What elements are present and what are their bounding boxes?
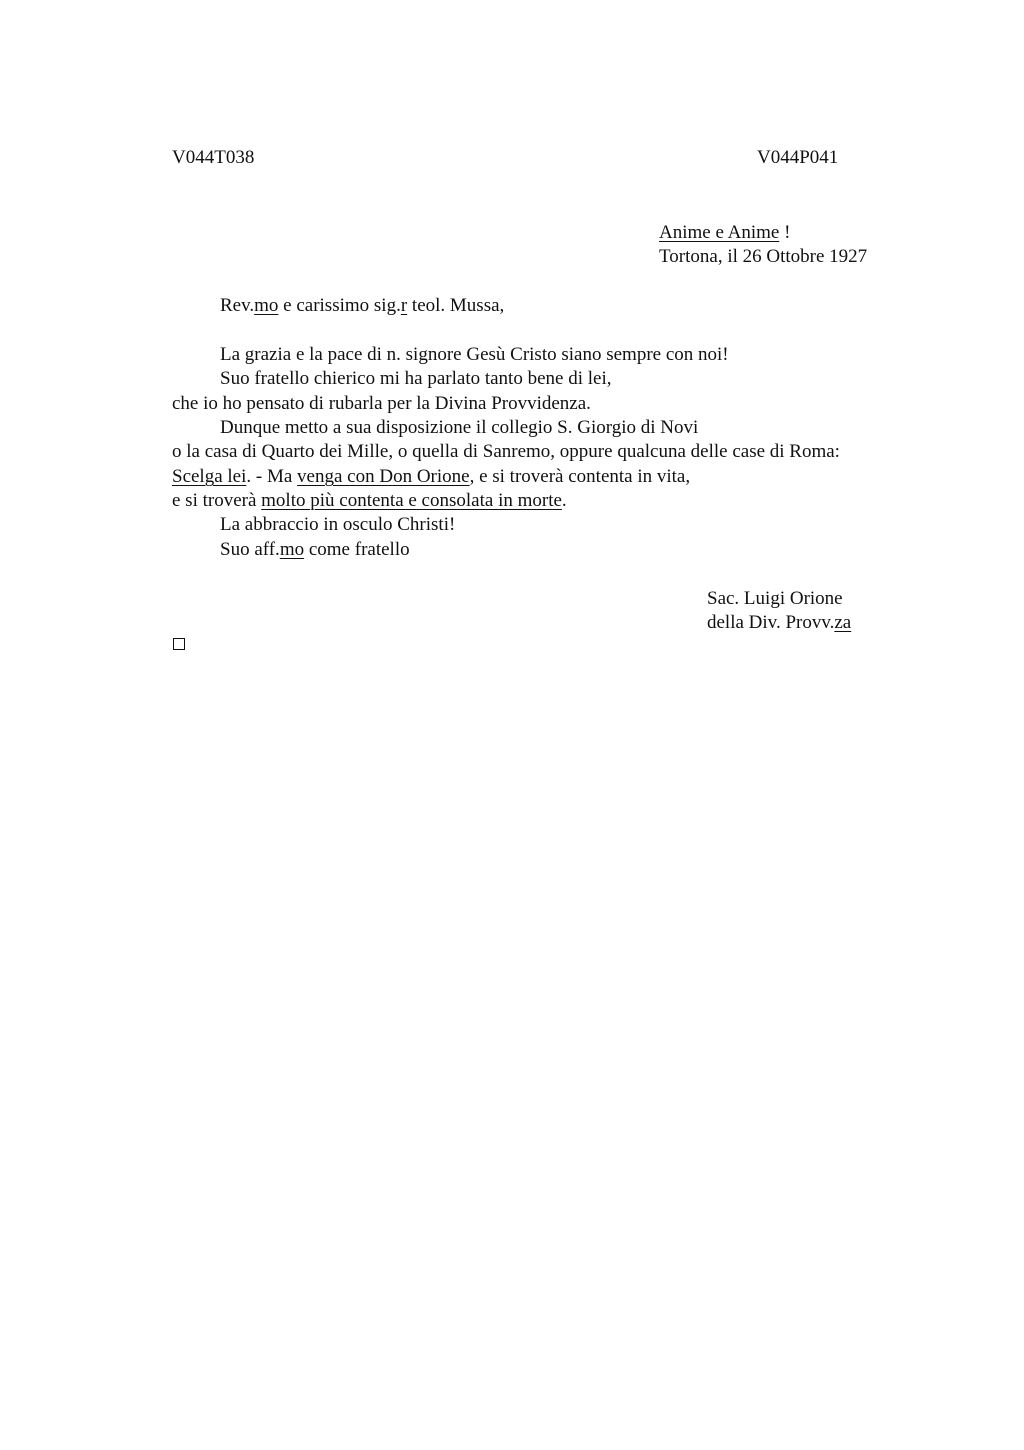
salutation-part: e carissimo sig. [278, 295, 401, 316]
body-text: , e si troverà contenta in vita, [469, 466, 691, 487]
salutation-superscript: mo [254, 295, 279, 316]
body-line: che io ho pensato di rubarla per la Divina Provvidenza. [172, 393, 591, 414]
checkbox-square-icon [173, 638, 185, 650]
body-line: Suo fratello chierico mi ha parlato tanto bene di lei, [220, 368, 612, 389]
underlined-abbreviation: mo [279, 539, 305, 560]
body-line: o la casa di Quarto dei Mille, o quella di Sanremo, oppure qualcuna delle case di Roma: [172, 441, 840, 462]
body-line: La grazia e la pace di n. signore Gesù Cristo siano sempre con noi! [220, 344, 729, 365]
body-text: Suo aff. [220, 539, 280, 560]
body-text: . - Ma [246, 466, 298, 487]
underlined-phrase: molto più contenta e consolata in morte [261, 490, 562, 511]
underlined-abbreviation: za [834, 612, 852, 633]
underlined-phrase: Scelga lei [172, 466, 247, 487]
place-date: Tortona, il 26 Ottobre 1927 [659, 246, 868, 267]
underlined-phrase: venga con Don Orione [297, 466, 470, 487]
body-text: come fratello [304, 539, 410, 560]
body-text: e si troverà [172, 490, 262, 511]
closing-line [220, 538, 410, 562]
salutation-part: teol. Mussa, [407, 295, 505, 316]
document-code-right: V044P041 [757, 147, 839, 168]
signature-name: Sac. Luigi Orione [707, 588, 843, 609]
salutation-superscript: r [400, 295, 408, 316]
body-text: . [561, 490, 567, 511]
body-line: Dunque metto a sua disposizione il collegio S. Giorgio di Novi [220, 417, 699, 438]
document-code-left: V044T038 [172, 147, 255, 168]
letter-title-suffix: ! [779, 222, 791, 243]
body-text: della Div. Provv. [707, 612, 835, 633]
letter-title [659, 221, 790, 245]
body-line [172, 489, 567, 513]
salutation [220, 294, 504, 318]
signature-title [707, 611, 851, 635]
body-line [172, 465, 690, 489]
salutation-part: Rev. [220, 295, 255, 316]
body-line: La abbraccio in osculo Christi! [220, 514, 456, 535]
letter-title-underlined: Anime e Anime [659, 222, 780, 243]
